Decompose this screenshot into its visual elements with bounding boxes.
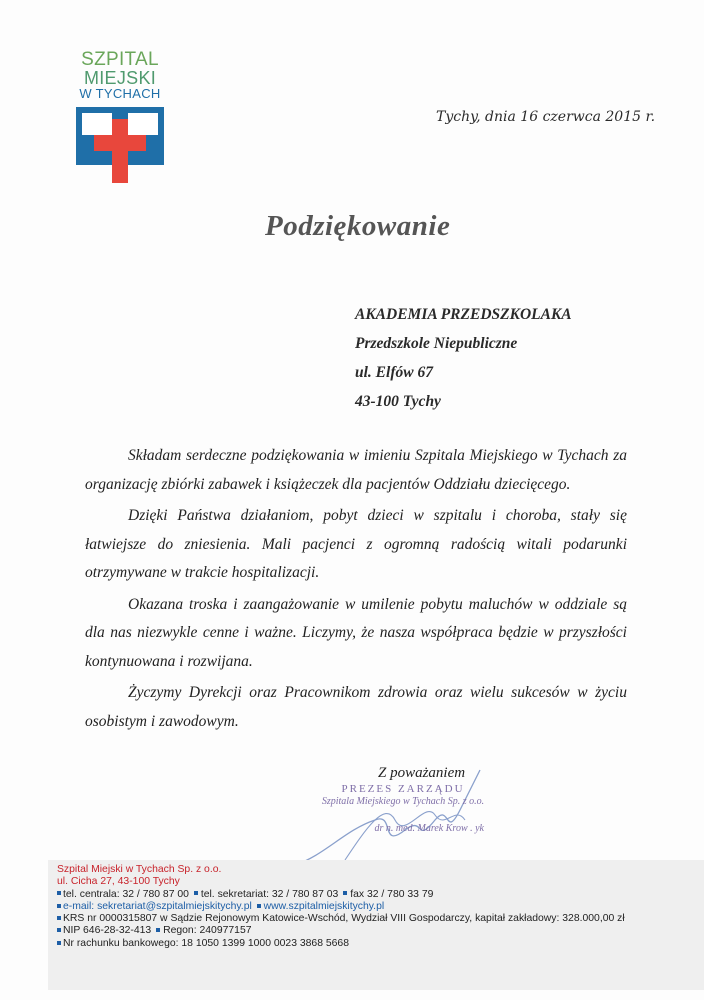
bullet-square-icon xyxy=(57,941,61,945)
footer-address: ul. Cicha 27, 43-100 Tychy xyxy=(57,876,180,888)
footer-nip-row xyxy=(57,925,625,937)
recipient-type: Przedszkole Niepubliczne xyxy=(355,335,518,352)
bullet-square-icon xyxy=(57,904,61,908)
stamp-institution: Szpitala Miejskiego w Tychach Sp. z o.o. xyxy=(321,796,485,807)
hospital-cross-icon xyxy=(74,105,166,183)
stamp-signatory: dr n. med. Marek Krow . yk xyxy=(374,823,484,834)
footer-fax: fax 32 / 780 33 79 xyxy=(350,888,434,900)
footer-krs: KRS nr 0000315807 w Sądzie Rejonowym Katowice-Wschód, Wydział VIII Gospodarczy, kapitał zakładowy: 328.000,00 zł xyxy=(63,913,625,925)
footer-krs-row xyxy=(57,913,625,925)
footer-phone-secretariat: tel. sekretariat: 32 / 780 87 03 xyxy=(200,888,339,900)
closing-salutation: Z poważaniem xyxy=(378,765,466,781)
bullet-square-icon xyxy=(156,928,160,932)
bullet-square-icon xyxy=(57,891,61,895)
bullet-square-icon xyxy=(57,928,61,932)
footer-web-row xyxy=(57,901,625,913)
footer-email[interactable]: e-mail: sekretariat@szpitalmiejskitychy.pl xyxy=(63,900,252,912)
letter-title: Podziękowanie xyxy=(265,210,451,242)
bullet-square-icon xyxy=(57,916,61,920)
recipient-name: AKADEMIA PRZEDSZKOLAKA xyxy=(355,306,572,323)
logo-line-2: MIEJSKI xyxy=(83,68,157,88)
footer-company: Szpital Miejski w Tychach Sp. z o.o. xyxy=(57,864,222,875)
hospital-logo xyxy=(72,50,168,183)
footer-website[interactable]: www.szpitalmiejskitychy.pl xyxy=(263,900,385,912)
bullet-square-icon xyxy=(343,891,347,895)
body-paragraph-2: Dzięki Państwa działaniom, pobyt dzieci w szpitalu i choroba, stały się łatwiejsze do zniesienia. Mali pacjenci z ogromną radością witali podarunki otrzymywane w trakcie hospitalizacji. xyxy=(85,507,627,581)
body-paragraph-3: Okazana troska i zaangażowanie w umilenie pobytu maluchów w oddziale są dla nas niezwykle cenne i ważne. Liczymy, że nasza współpraca będzie w przyszłości kontynuowana i rozwijana. xyxy=(85,595,627,670)
body-paragraph-1: Składam serdeczne podziękowania w imieniu Szpitala Miejskiego w Tychach za organizację zbiórki zabawek i książeczek dla pacjentów Oddziału dziecięcego. xyxy=(85,447,627,493)
letter-body xyxy=(85,442,627,739)
recipient-street: ul. Elfów 67 xyxy=(355,364,433,381)
footer-phones-row xyxy=(57,889,625,901)
footer-nip: NIP 646-28-32-413 xyxy=(63,925,152,937)
logo-text xyxy=(72,50,168,101)
footer-regon: Regon: 240977157 xyxy=(163,925,252,937)
bullet-square-icon xyxy=(194,891,198,895)
logo-line-1: SZPITAL xyxy=(81,49,159,70)
stamp-title: PREZES ZARZĄDU xyxy=(341,783,465,795)
recipient-city: 43-100 Tychy xyxy=(355,393,441,410)
official-stamp xyxy=(318,783,488,834)
footer-phone-main: tel. centrala: 32 / 780 87 00 xyxy=(63,888,189,900)
footer-contact xyxy=(57,864,625,950)
letter-date: Tychy, dnia 16 czerwca 2015 r. xyxy=(436,109,656,125)
recipient-address xyxy=(355,300,572,416)
footer-bank-account: Nr rachunku bankowego: 18 1050 1399 1000 0023 3868 5668 xyxy=(63,937,349,949)
logo-line-3: W TYCHACH xyxy=(79,86,161,101)
footer-bank-row xyxy=(57,938,625,950)
body-paragraph-4: Życzymy Dyrekcji oraz Pracownikom zdrowia oraz wielu sukcesów w życiu osobistym i zawodowym. xyxy=(85,684,627,730)
bullet-square-icon xyxy=(257,904,261,908)
